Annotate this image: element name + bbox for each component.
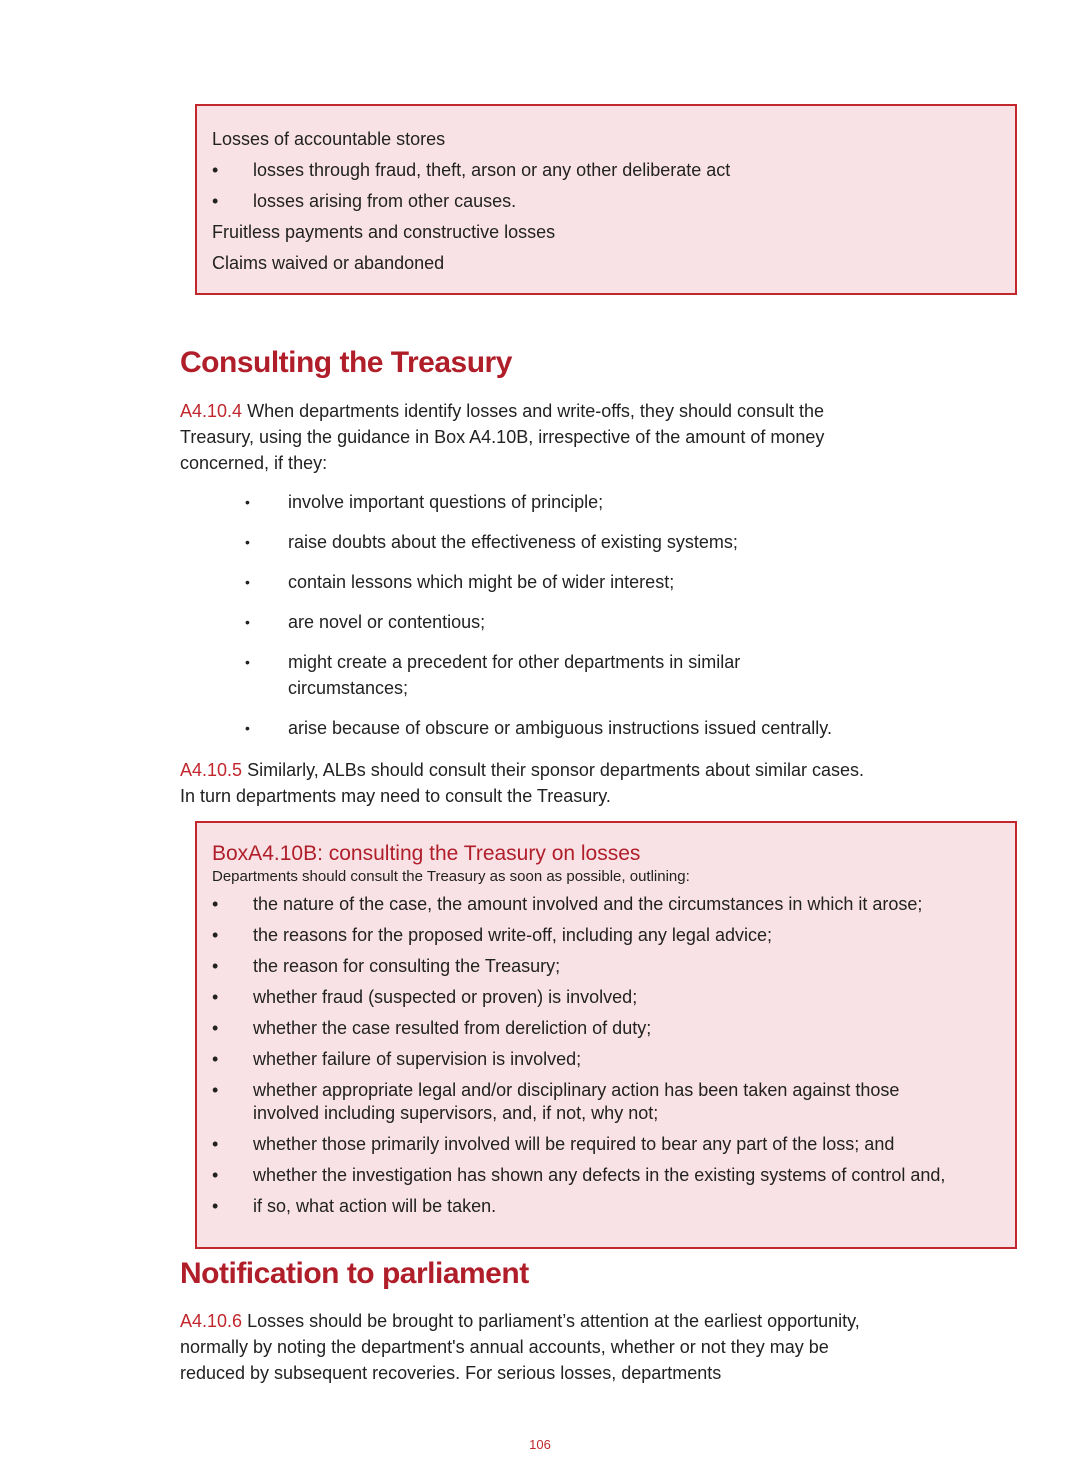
list-item: • might create a precedent for other departments in similar circumstances;: [245, 649, 885, 701]
bullet-icon: •: [212, 925, 219, 945]
list-item: • whether the investigation has shown any defects in the existing systems of control and,: [212, 1165, 946, 1185]
bullet-icon: •: [212, 1134, 219, 1154]
bullet-icon: •: [212, 1049, 219, 1069]
list-item: • contain lessons which might be of wider interest;: [245, 569, 885, 595]
page-number: 106: [529, 1437, 551, 1452]
bullet-icon: •: [245, 574, 250, 590]
bullet-icon: •: [245, 614, 250, 630]
list-item: • whether fraud (suspected or proven) is involved;: [212, 987, 638, 1007]
paragraph-reference: A4.10.4: [180, 401, 243, 421]
bullet-icon: •: [212, 1196, 219, 1216]
list-item: • whether failure of supervision is involved;: [212, 1049, 582, 1069]
list-item: • whether the case resulted from dereliction of duty;: [212, 1018, 652, 1038]
bullet-icon: •: [245, 494, 250, 510]
list-item: • losses through fraud, theft, arson or any other deliberate act: [212, 155, 1015, 186]
consult-conditions-list: [245, 489, 885, 755]
box-line-accountable-stores: Losses of accountable stores: [212, 129, 446, 149]
list-item: • arise because of obscure or ambiguous instructions issued centrally.: [245, 715, 885, 741]
paragraph-reference: A4.10.6: [180, 1311, 243, 1331]
bullet-icon: •: [212, 160, 219, 180]
box-line-claims-waived: Claims waived or abandoned: [212, 253, 445, 273]
box-bullet-list: [212, 155, 1015, 217]
box-title: BoxA4.10B: consulting the Treasury on losses: [212, 842, 641, 865]
list-item: • if so, what action will be taken.: [212, 1196, 497, 1216]
bullet-icon: •: [212, 1165, 219, 1185]
box-a4-10b: [195, 821, 1017, 1249]
box-intro: Departments should consult the Treasury as soon as possible, outlining:: [212, 868, 690, 885]
list-item: • the nature of the case, the amount involved and the circumstances in which it arose;: [212, 894, 923, 914]
bullet-icon: •: [245, 720, 250, 736]
losses-categories-box: [195, 104, 1017, 295]
section-heading-consulting-treasury: Consulting the Treasury: [180, 346, 512, 379]
list-item: • are novel or contentious;: [245, 609, 885, 635]
list-item: • whether appropriate legal and/or disciplinary action has been taken against those involved including supervisors, and, if not, why not;: [212, 1080, 900, 1123]
bullet-icon: •: [212, 987, 219, 1007]
list-item: • the reason for consulting the Treasury;: [212, 956, 561, 976]
list-item: • losses arising from other causes.: [212, 186, 1015, 217]
bullet-icon: •: [212, 956, 219, 976]
paragraph-a4-10-4: A4.10.4 When departments identify losses and write-offs, they should consult the Treasury, using the guidance in Box A4.10B, irrespective of the amount of money concerned, if they:: [180, 401, 825, 473]
box-bullet-list: [212, 893, 1002, 1218]
paragraph-reference: A4.10.5: [180, 760, 243, 780]
box-line-fruitless-payments: Fruitless payments and constructive losses: [212, 222, 556, 242]
bullet-icon: •: [212, 1080, 219, 1100]
list-item: • the reasons for the proposed write-off, including any legal advice;: [212, 925, 772, 945]
list-item: • involve important questions of principle;: [245, 489, 885, 515]
bullet-icon: •: [212, 1018, 219, 1038]
bullet-icon: •: [212, 894, 219, 914]
section-heading-notification-parliament: Notification to parliament: [180, 1257, 529, 1290]
bullet-icon: •: [245, 654, 250, 670]
paragraph-a4-10-5: A4.10.5 Similarly, ALBs should consult their sponsor departments about similar cases. In turn departments may need to consult the Treasury.: [180, 760, 865, 806]
list-item: • raise doubts about the effectiveness of existing systems;: [245, 529, 885, 555]
bullet-icon: •: [245, 534, 250, 550]
list-item: • whether those primarily involved will be required to bear any part of the loss; and: [212, 1134, 895, 1154]
paragraph-a4-10-6: A4.10.6 Losses should be brought to parliament’s attention at the earliest opportunity, normally by noting the department's annual accounts, whether or not they may be reduced by subsequent recoveries. For serious losses, departments: [180, 1311, 860, 1383]
bullet-icon: •: [212, 191, 219, 211]
